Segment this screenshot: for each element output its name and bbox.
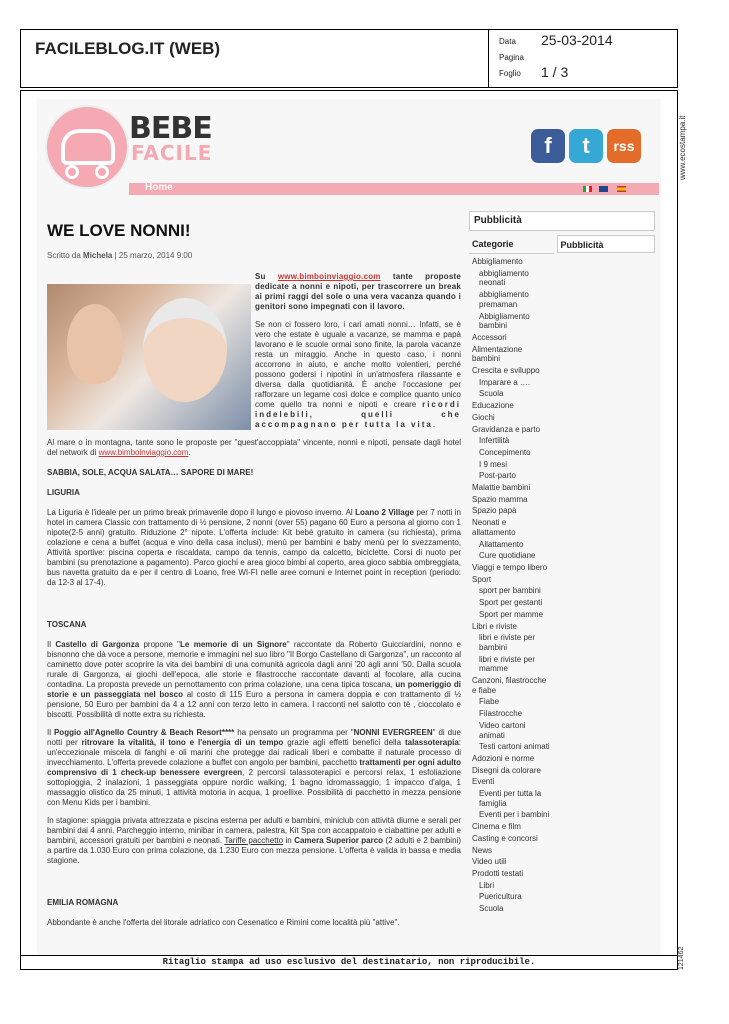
category-item[interactable]: Spazio mamma	[472, 494, 528, 504]
poggio-paragraph	[47, 728, 461, 808]
grandchild-figure	[67, 304, 123, 384]
sidebar-columns	[469, 235, 655, 915]
category-subitem[interactable]: Scuola	[479, 389, 504, 399]
body-text: (2 adulti e 2 bambini) a partire da 1.030 Euro con prima colazione, da 1.230 Euro con mezza pensione. L'offerta è valida in bassa e media stagione.	[47, 836, 461, 865]
category-subitem[interactable]: Post-parto	[479, 471, 516, 481]
category-subitem[interactable]: abbigliamento premaman	[479, 290, 529, 309]
category-subitem[interactable]: Puericultura	[479, 892, 522, 902]
category-item[interactable]: Alimentazione bambini	[472, 344, 523, 364]
subsection-heading: TOSCANA	[47, 620, 87, 629]
category-subitem[interactable]: Sport per mamme	[479, 609, 544, 619]
body-text: in	[285, 836, 292, 845]
body-text: Il	[47, 640, 51, 649]
category-item[interactable]: Neonati e allattamento	[472, 518, 516, 537]
category-item[interactable]: Spazio papà	[472, 506, 517, 516]
highlight-text: trattamenti per ogni adulto comprensivo di 1 check-up benessere evergreen	[47, 758, 461, 777]
category-subitem[interactable]: Eventi per i bambini	[479, 810, 550, 820]
intro-paragraph-2: Se non ci fossero loro, i cari amati nonni… Infatti, se è vero che estate è uguale a vacanze, se mamma e papà lavorano e le scuole ormai sono finite, la parola vacanze resta un miraggio. Anche in questo caso, i nonni accorrono in aiuto, e anche molto volentieri, perché possono godersi i nipotini in un'atmosfera rilassante e diversa dalla quotidianità. È anche l'occasione per rafforzare un legame così dolce e complice quanto unico come quello tra nonni e nipoti e creare ricordi indelebili, quelli che accompagnano per tutta la vita.	[255, 320, 461, 429]
category-item[interactable]: News	[472, 845, 493, 855]
nav-bar	[129, 183, 659, 195]
highlight-text: ritrovare la vitalità, il tono e l'energia di un tempo	[81, 738, 284, 747]
hotel-name: Poggio all'Agnello Country & Beach Resort****	[53, 728, 235, 737]
article-title: WE LOVE NONNI!	[47, 221, 191, 240]
clipping-disclaimer: Ritaglio stampa ad uso esclusivo del destinatario, non riproducibile.	[20, 956, 678, 970]
category-item[interactable]: Viaggi e tempo libero	[472, 562, 548, 572]
category-item[interactable]: Canzoni, filastrocche e fiabe	[472, 676, 547, 695]
category-subitem[interactable]: libri e riviste per bambini	[479, 633, 536, 652]
category-subitem[interactable]: Infertilità	[479, 436, 510, 446]
category-item[interactable]: Libri e riviste	[472, 621, 517, 631]
clipping-date: 25-03-2014	[541, 32, 613, 48]
category-subitem[interactable]: Abbigliamento bambini	[479, 311, 530, 331]
article-body	[47, 438, 461, 928]
rss-icon[interactable]: rss	[607, 129, 641, 163]
wheel-icon	[65, 165, 79, 179]
article-intro	[47, 272, 461, 438]
subsection-heading: LIGURIA	[47, 488, 80, 497]
category-subitem[interactable]: Video cartoni animati	[479, 720, 526, 740]
web-page	[37, 99, 661, 956]
foglio-label: Foglio	[499, 69, 521, 78]
sidebar	[469, 211, 655, 915]
ad-box-title: Pubblicità	[469, 211, 655, 231]
body-text: grazie agli effetti benefici della	[287, 738, 402, 747]
clipping-code: 121462	[678, 946, 685, 970]
category-item[interactable]: Crescita e sviluppo	[472, 366, 540, 376]
byline	[47, 251, 461, 260]
subsection-heading: EMILIA ROMAGNA	[47, 898, 119, 907]
ad-column-title: Pubblicità	[557, 235, 655, 253]
category-subitem[interactable]: Filastrocche	[479, 709, 523, 719]
highlight-text: Le memorie di un Signore	[180, 640, 287, 649]
twitter-icon[interactable]: t	[569, 129, 603, 163]
body-text: ha pensato un programma per "	[237, 728, 354, 737]
body-text: , 2 percorsi talassoterapici e percorsi relax, 1 esfoliazione sottopioggia, 2 inalazioni, 1 passeggiata oppure nordic walking, 1 bagno idromassaggio, 1 impacco d'alga, 1 massaggio olistico da 25 minuti, 1 attività motoria in acqua, 1 proellixe. Possibilità di pacchetto in mezza pensione con Menu Kids per i bambini.	[47, 768, 461, 807]
pagina-label: Pagina	[499, 53, 524, 62]
byline-prefix: Scritto da	[47, 251, 81, 260]
body-text: propone "	[143, 640, 181, 649]
emilia-paragraph: Abbondante è anche l'offerta del litorale adriatico con Cesenatico e Rimini come località più "attive".	[47, 918, 400, 927]
publish-date: | 25 marzo, 2014 9:00	[114, 251, 193, 260]
body-text: per 7 notti in hotel in camera Classic con trattamento di ½ pensione, 2 nonni (over 55) pagano 60 Euro a persona al giorno con 1 nipote(2-5 anni) gratuito. Riduzione 2° nipote. L'offerta include: Kit bebè gratuito in camera (su richiesta), prima colazione e cena a buffet (acqua e vino della casa inclusi), menù per bambini e baby menù per lo svezzamento, Attività sportive: piscina coperta e riscaldata, campo da tennis, campo da calcetto, biciclette. Corsi di nuoto per bambini (su prenotazione a pagamento). Parco giochi e area gioco bimbi al coperto, area gioco sabbia ombreggiata, bus navetta gratuito da e per il centro di Loano, free WI-FI nelle aree comuni e Internet point in reception (periodo: da 12-3 al 17-4).	[47, 508, 461, 587]
category-subitem[interactable]: I 9 mesi	[479, 459, 508, 469]
highlight-text: ricordi indelebili, quelli che accompagnano per tutta la vita	[255, 400, 461, 429]
article-photo	[47, 284, 251, 430]
category-subitem[interactable]: abbigliamento neonati	[479, 268, 529, 288]
category-subitem[interactable]: Fiabe	[479, 697, 500, 707]
nav-home-link[interactable]: Home	[145, 182, 173, 193]
intro-text: Se non ci fossero loro, i cari amati nonni… Infatti, se è vero che estate è uguale a vacanze, se mamma e papà lavorano e le scuole ormai sono finite, la parola vacanze resta un miraggio. Anche in questo caso, i nonni accorrono in aiuto, e anche molto volentieri, perché possono godersi i nipotini in un'atmosfera rilassante e diversa dalla quotidianità. È anche l'occasione per rafforzare un legame così dolce e complice quanto unico come quello tra nonni e nipoti e creare	[255, 320, 461, 409]
author-name[interactable]: Michela	[83, 251, 113, 260]
clipping-area	[20, 90, 678, 956]
network-paragraph: Al mare o in montagna, tante sono le proposte per "quest'accoppiata" vincente, nonni e nipoti, pensate dagli hotel del network di www.bimboinviaggio.com.	[47, 438, 461, 457]
data-label: Data	[499, 37, 516, 46]
category-subitem[interactable]: Concepimento	[479, 447, 531, 457]
body-text: al costo di 115 Euro a persona in camera doppia e con trattamento di ½ pensione, 50 Euro per bambini da 4 a 12 anni con terzo letto in camera. I racconti nel salotto con tè , cioccolato e biscotti. Possibilità di notte extra su richiesta.	[47, 690, 461, 719]
stagione-paragraph	[47, 816, 461, 866]
category-item[interactable]: Educazione	[472, 401, 514, 411]
highlight-text: talassoterapia	[404, 738, 459, 747]
publication-title: FACILEBLOG.IT (WEB)	[21, 30, 489, 87]
body-text: " raccontate da Roberto Guicciardini, nonno e bisnonno che dà voce a persone, memorie e immagini nel suo libro "Il Borgo Castellano di Gargonza", un racconto al caminetto dove poter scoprire la vita dei bambini di una comunità agricola dagli anni '20 agli anni '50. Dalla scuola rurale di Gargonza, ai giochi dell'epoca, alle storie e filastrocche raccontate davanti al focolare, alla cucina contadina. La proposta prevede un pernottamento con prima colazione, una cena tipica toscana,	[47, 640, 461, 689]
category-list	[469, 256, 554, 915]
highlight-text: un pomeriggio di storie e un passeggiata nel bosco	[47, 680, 461, 699]
category-item[interactable]: Prodotti testati	[472, 868, 524, 878]
category-item[interactable]: Accessori	[472, 332, 507, 342]
stroller-body	[61, 129, 115, 165]
category-subitem[interactable]: Imparare a ….	[479, 377, 531, 387]
bimboinviaggio-link[interactable]: www.bimboinviaggio.com	[277, 272, 381, 281]
highlight-text: NONNI EVERGREEN	[353, 728, 433, 737]
ecostampa-url: www.ecostampa.it	[678, 115, 687, 180]
category-subitem[interactable]: sport per bambini	[479, 586, 541, 596]
body-text: " di due notti per	[47, 728, 461, 747]
body-text: : un'eccezionale miscela di fanghi e oli marini che protegge dai radicali liberi e combatte il naturale processo di invecchiamento. L'offerta prevede colazione a buffet con angolo per bambini, pacchetto	[47, 738, 462, 767]
category-item[interactable]: Casting e concorsi	[472, 833, 538, 843]
category-subitem[interactable]: libri e riviste per mamme	[479, 654, 536, 674]
category-subitem[interactable]: Allattamento	[479, 539, 524, 549]
category-item[interactable]: Adozioni e norme	[472, 753, 535, 763]
body-text: In stagione: spiaggia privata attrezzata e piscina esterna per adulti e bambini, miniclub con attività diurne e serali per bambini dai 4 anni. Parcheggio interno, minibar in camera, palestra, Kit Spa con accappatoio e ciabattine per adulti e bambini, accessori gratuiti per bambini e neonati.	[47, 816, 461, 845]
foglio-value: 1 / 3	[541, 64, 569, 80]
category-item[interactable]: Giochi	[472, 412, 495, 422]
category-subitem[interactable]: Cure quotidiane	[479, 551, 536, 561]
category-item[interactable]: Gravidanza e parto	[472, 424, 541, 434]
category-subitem[interactable]: Testi cartoni animati	[479, 742, 550, 752]
toscana-paragraph	[47, 640, 461, 720]
category-subitem[interactable]: Scuola	[479, 904, 504, 914]
wheel-icon	[95, 165, 109, 179]
brand-name[interactable]: BEBE	[129, 111, 212, 146]
clipping-meta	[489, 30, 677, 87]
body-text: Il	[47, 728, 51, 737]
category-item[interactable]: Abbigliamento	[472, 257, 523, 266]
category-item[interactable]: Eventi	[472, 777, 495, 787]
hotel-name: Castello di Gargonza	[55, 640, 140, 649]
clipping-header	[20, 29, 678, 88]
category-item[interactable]: Sport	[472, 574, 492, 584]
category-item[interactable]: Cinema e film	[472, 822, 521, 832]
article	[47, 207, 461, 936]
section-heading: SABBIA, SOLE, ACQUA SALATA… SAPORE DI MARE!	[47, 468, 254, 477]
tariffe-link[interactable]: Tariffe pacchetto	[224, 836, 284, 845]
brand-subname[interactable]: FACILE	[131, 141, 213, 165]
stroller-logo-icon[interactable]	[45, 105, 129, 189]
grandmother-figure	[143, 298, 227, 402]
category-subitem[interactable]: Sport per gestanti	[479, 598, 543, 608]
liguria-paragraph	[47, 508, 461, 588]
category-item[interactable]: Malattie bambini	[472, 483, 531, 493]
hotel-name: Loano 2 Village	[355, 508, 414, 517]
highlight-text: Camera Superior parco	[294, 836, 384, 845]
intro-text: tante proposte dedicate a nonni e nipoti, per trascorrere un break ai primi raggi del sole o una vera vacanza quando i genitori sono impegnati con il lavoro.	[255, 272, 461, 311]
body-text: La Liguria è l'ideale per un primo break primaverile dopo il lungo e piovoso inverno. Al	[47, 508, 353, 517]
categories-panel	[469, 235, 554, 915]
italian-flag-icon[interactable]	[583, 186, 592, 192]
categories-title: Categorie	[469, 235, 554, 254]
bimboinviaggio-link[interactable]: www.bimboinviaggio.com	[98, 448, 189, 457]
category-item[interactable]: Disegni da colorare	[472, 765, 541, 775]
category-subitem[interactable]: Eventi per tutta la famiglia	[479, 789, 542, 808]
intro-text: Su	[255, 272, 266, 281]
english-flag-icon[interactable]	[599, 186, 608, 192]
category-item[interactable]: Video utili	[472, 857, 507, 867]
facebook-icon[interactable]: f	[531, 129, 565, 163]
body-text: Al mare o in montagna, tante sono le proposte per "quest'accoppiata" vincente, nonni e nipoti, pensate dagli hotel del network di	[47, 438, 461, 457]
category-subitem[interactable]: Libri	[479, 880, 495, 890]
spanish-flag-icon[interactable]	[617, 186, 626, 192]
